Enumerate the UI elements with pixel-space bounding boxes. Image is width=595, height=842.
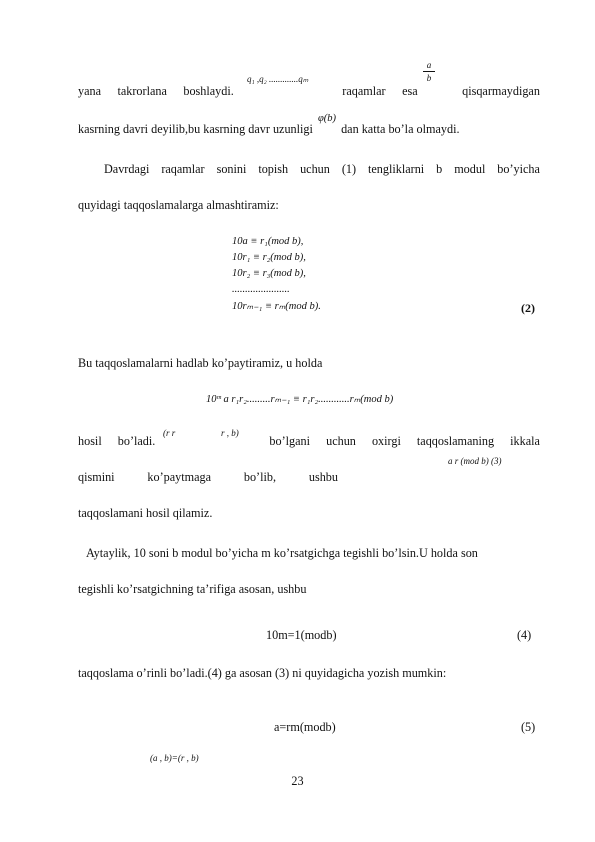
equation-label-5: (5) — [521, 720, 536, 734]
word: qismini — [78, 470, 115, 484]
word: Davrdagi — [104, 162, 150, 176]
text: dan katta bo’la olmaydi. — [341, 122, 460, 136]
congruence-system — [232, 236, 321, 316]
formula-q-sequence: q₁ ,q₂ .............qₘ — [247, 74, 309, 84]
word: esa — [402, 84, 418, 98]
congruence-row: 10r₁ ≡ r₂(mod b), — [232, 252, 306, 263]
word: bo’lib, — [243, 470, 277, 484]
word: sonini — [216, 162, 247, 176]
para1-line1 — [78, 84, 540, 99]
congruence-row: 10rₘ₋₁ ≡ rₘ(mod b). — [232, 301, 321, 312]
para4-line1 — [78, 434, 540, 449]
equation-label-4: (4) — [517, 628, 532, 642]
para3-text: Bu taqqoslamalarni hadlab ko’paytiramiz, u holda — [78, 356, 323, 370]
fraction-denominator: b — [426, 73, 432, 83]
word: oxirgi — [371, 434, 401, 448]
word: ko’paytmaga — [147, 470, 212, 484]
formula-phi-b: φ(b) — [317, 113, 337, 124]
equation-label-2: (2) — [521, 301, 535, 315]
text: kasrning davri deyilib,bu kasrning davr uzunligi — [78, 122, 313, 136]
para4-line3: taqqoslamani hosil qilamiz. — [78, 506, 213, 520]
word: b — [436, 162, 443, 176]
word: modul — [454, 162, 486, 176]
fraction-bar — [423, 71, 435, 72]
congruence-row: 10a ≡ r₁(mod b), — [232, 236, 304, 247]
word: ikkala — [510, 434, 540, 448]
word: bo’ladi. — [117, 434, 156, 448]
word: raqamlar — [161, 162, 205, 176]
para4-line2 — [78, 470, 338, 485]
para1-line2 — [78, 113, 460, 138]
page-number: 23 — [291, 774, 304, 788]
equation-4: 10m=1(modb) — [266, 628, 337, 642]
fraction-numerator: a — [426, 60, 432, 70]
word: hosil — [78, 434, 102, 448]
word: boshlaydi. — [183, 84, 234, 98]
word: ushbu — [308, 470, 338, 484]
formula-eq3: a r (mod b) (3) — [448, 456, 502, 466]
formula-fragment: r , b) — [221, 428, 239, 438]
word: bo’yicha — [497, 162, 540, 176]
formula-fragment-bottom: (a , b)=(r , b) — [150, 753, 199, 763]
word: bo’lgani — [269, 434, 311, 448]
fraction-a-over-b — [423, 60, 435, 83]
word: takrorlana — [117, 84, 167, 98]
formula-fragment: (r r — [163, 428, 176, 438]
para5-line2: tegishli ko’rsatgichning ta’rifiga asosan, ushbu — [78, 582, 307, 596]
word: (1) — [341, 162, 357, 176]
congruence-row: 10r₂ ≡ r₃(mod b), — [232, 268, 306, 279]
product-congruence: 10ᵐ a r₁r₂.........rₘ₋₁ ≡ r₁r₂............rₘ(mod b) — [206, 394, 394, 405]
para2-line1 — [104, 162, 540, 177]
word: tengliklarni — [368, 162, 425, 176]
congruence-row: ...................... — [232, 284, 290, 295]
equation-5: a=rm(modb) — [274, 720, 336, 734]
word: uchun — [300, 162, 330, 176]
para5-line1: Aytaylik, 10 soni b modul bo’yicha m ko’rsatgichga tegishli bo’lsin.U holda son — [86, 546, 478, 560]
word: raqamlar — [342, 84, 386, 98]
para5-line3: taqqoslama o’rinli bo’ladi.(4) ga asosan (3) ni quyidagicha yozish mumkin: — [78, 666, 447, 680]
word: yana — [78, 84, 102, 98]
word: topish — [258, 162, 289, 176]
word: uchun — [326, 434, 356, 448]
para2-line2: quyidagi taqqoslamalarga almashtiramiz: — [78, 198, 279, 212]
word: taqqoslamaning — [416, 434, 495, 448]
word: qisqarmaydigan — [462, 84, 540, 98]
